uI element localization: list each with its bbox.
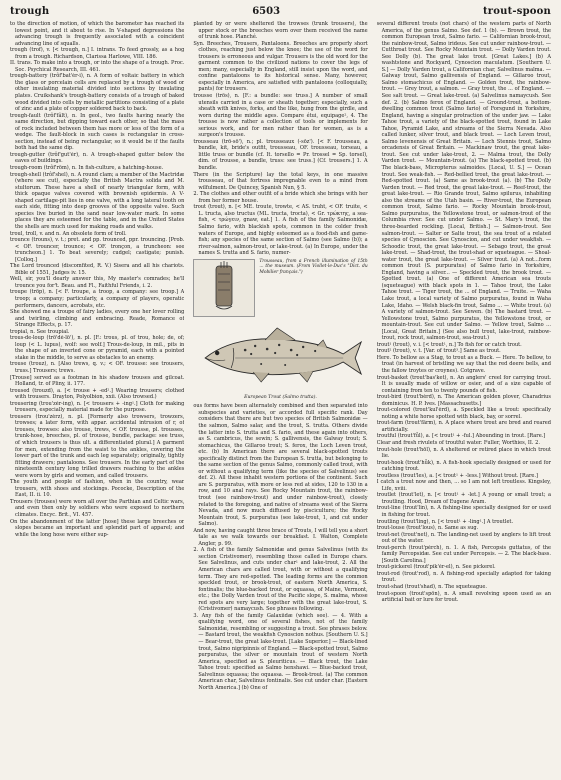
dictionary-entry: trouse (trouz), n. [Also trews, q. v.; < OF. trousse: see trousers, truss.] Trousers; trews.	[10, 361, 185, 374]
column-right	[377, 21, 551, 776]
dictionary-entry: trout-perch (trout'pėrch), n. 1. A fish, Percopsis guttatus, of the family Percopsidæ. See cut under Percopsis. — 2. The black-bass. [South Carolina.]	[376, 544, 551, 564]
dictionary-entry: trounce (trouns), v. t.; pret. and pp. trounced, ppr. trouncing. [Prob. < OF. trouncer, trounce; < OF. tronçon, a truncheon: see truncheon.] 1. To beat severely; cudgel; castigate; punish. [Colloq.]	[10, 237, 185, 263]
dictionary-entry: troutless (trout'les), a. [< trout¹ + -less.] Without trout. [Rare.]	[376, 472, 538, 479]
dictionary-entry: trough-gutter (trôf'gut'ėr), n. A trough-shaped gutter below the eaves of buildings.	[10, 151, 185, 165]
dictionary-entry: troused (trouzd), a. [< trouse + -ed².] Wearing trousers; clothed with trousers. Drayton, Polyolbion, xxii. (Also trowsed.)	[10, 387, 185, 401]
dictionary-entry: troul, troll, v. and n. An obsolete form of troll.	[10, 230, 127, 237]
dictionary-entry: trousering (trou'zėr-ing), n. [< trousers + -ing¹.] Cloth for making trousers, especially material made for the purpose.	[10, 400, 185, 414]
page-number: 6503	[252, 6, 281, 17]
dictionary-entry: trout-hook (trout'hůk), n. A fish-hook specially designed or used for catching trout.	[376, 459, 551, 473]
dictionary-entry: trousers (trou'zėrz), n. pl. [Formerly also trowsers, trowzers, trowses; a later form, with appar. accidental intrusion of r, of trouses, trowses: also trouse, trews, < OF. trousse, pl. trousses, trunk-hose, breeches, pl. of trousse, bundle, package: see truss, of which trousers is thus ult. a differentiated plural.] A garment for men, extending from the waist to the ankles, covering the lower part of the trunk and each leg separately; originally, tightly fitting drawers; pantaloons. See trousers. In the early part of the nineteenth century long trilled drawers reaching to the ankles were worn by girls and women, and called trousers.	[10, 413, 185, 479]
dictionary-entry: trough (trof), v. [< trough, n.] I. intrans. To feed grossly, as a hog from a trough. Richardson, Clarissa Harlowe, VIII. 186.	[10, 47, 185, 60]
dictionary-entry: trout-pickerel (trout'pik'ėr-el), n. See pickerel.	[376, 564, 496, 571]
dictionary-entry: And now, having caught three brace of Trouts, I will tell you a short tale as we walk towards our breakfast. I. Walton, Complete Angler, p. 99.	[193, 527, 368, 547]
dictionary-entry: There (in the Scripture) lay the total keys, in one massive trousseau, of that fortress impregnable even to a mind from wilfulment. De Quincey, Spanish Nun, § 5.	[193, 171, 368, 191]
column-left	[10, 21, 184, 776]
dictionary-entry: troutful (trout'fůl), a. [< trout¹ + -ful.] Abounding in trout. [Rare.]	[376, 433, 546, 440]
trousseau-illustration	[193, 259, 255, 318]
dictionary-entry: to the direction of motion, of which the barometer has reached its lowest point, and it about to rise. In V-shaped depressions the advancing trough is frequently associated with a coincident advancing line of squalls.	[10, 21, 185, 47]
dictionary-entry: trough-shell (trôf'shel), n. A round clam; a member of the Mactridæ (where see cut), especially the British Mactra solida and M. stultorum. These have a shell of nearly triangular form, with thick opaque valves covered with brownish epidermis. A V-shaped cartilage-pit lies in one valve, with a long lateral tooth on each side, fitting into deep grooves of the opposite valve. Such species live buried in the sand near low-water mark. In some places they are esteemed for the table, and in the United States the shells are much used for making roads and walks.	[10, 171, 185, 230]
dictionary-entry: Syn. Breeches, Trousers, Pantaloons. Breeches are properly short clothes, reaching just below the knee; the use of the word for trousers is erroneous and vulgar. Trousers is the old word for the garment common to the civilized nations to cover the legs of men; many, especially in England, still insist upon the word, and confine pantaloons to its historical sense. Many, however, especially in America, are satisfied with pantaloons (colloquially, pants) for trousers.	[193, 40, 368, 93]
dictionary-entry: trout-bird (trout'bėrd), n. The American golden plover, Charadrius dominicus. H. P. Ives. [Massachusetts.]	[376, 394, 551, 407]
dictionary-entry: II. trans. To make into a trough, or into the shape of a trough. Proc. Soc. Psychical Research, III. 461.	[10, 60, 185, 73]
dictionary-entry: tropial, n. See troupial.	[10, 328, 70, 335]
dictionary-entry: troutling (trout'ling), n. [< trout¹ + -ling¹.] A troutlet.	[376, 518, 514, 525]
dictionary-entry: 2. The clothes and other outfit of a bride which she brings with her from her former house.	[193, 191, 368, 204]
dictionary-entry: trous-de-loup (trö'dė-lö'), n. pl. [F.: trous, pl. of trou, hole; de, of; loup (< L. lupus), wolf: see wolf.] Trous-de-loup, in mil., pits in the shape of an inverted cone or pyramid, each with a pointed stake in the middle, to serve as obstacles to an enemy.	[10, 335, 185, 361]
dictionary-entry: I catch a trout now and then, ... so I am not left troutless. Kingsley, Life, xviii.	[376, 479, 551, 492]
trout-figure	[193, 320, 367, 401]
column-middle	[193, 21, 367, 776]
trout-caption: European Trout (Salmo trutta).	[244, 394, 317, 400]
dictionary-entry: trousseau (trö-sō'), n.; pl. trousseaux (-sōz'). [< F. trousseau, a bundle, kit, bride's outfit, trousseau, OF. trousseau, torseau, a little truss or bundle (cf. It. torsello = Pr. trossel = Sp. torsel), dim. of trousse, a bundle, truss: see truss.] (Cf. trousers.] 1. A bundle.	[193, 138, 368, 172]
dictionary-entry: trout-line (trout'lin), n. A fishing-line specially designed for or used in fishing for trout.	[376, 505, 551, 519]
dictionary-entry: Trousers (trouses) were worn all over the Parthian and Celtic wars, and even then only by soldiers who were exposed to northern climates. Encyc. Brit., VI. 457.	[10, 498, 185, 519]
dictionary-entry: trout-colored (trout'kul'ėrd), a. Speckled like a trout: specifically noting a white horse spotted with black, bay, or sorrel.	[376, 407, 551, 420]
dictionary-entry: trough-battery (trôf'bat'ėr-i), n. A form of voltaic battery in which the glass or porcelain cells are replaced by a trough of wood or other insulating material divided into sections by insulating plates. Cruikshank's trough-battery consists of a trough of baked wood divided into cells by metallic partitions consisting of a plate of zinc and a plate of copper soldered back to back.	[10, 73, 185, 113]
dictionary-entry: trough-room (trôf'röm), n. In fish-culture, a hatching-house.	[10, 165, 164, 172]
running-head	[10, 6, 551, 18]
dictionary-entry: trout-rod (trout'rod), n. A fishing-rod specially adapted for taking trout.	[376, 570, 551, 584]
guide-word-right: trout-spoon	[482, 6, 551, 17]
dictionary-entry: On the abandonment of the latter [hose] these large breeches or slopes became an important and splendid part of apparel; and while the long hose were either sup-	[10, 518, 185, 538]
dictionary-entry: troutlet (trout'let), n. [< trout¹ + -let.] A young or small trout; a troutling. Hood, Dream of Eugene Aram.	[376, 492, 551, 505]
dictionary-entry: 2. A fish of the family Salmonidæ and genus Salvelinus (with its section Cristivomer), resembling those called in Europe chars. See Salvelinus, and cuts under char¹ and lake-trout, 2. All the American chars are called trout, with or without a qualifying term. They are red-spotted. The leading forms are the common speckled trout, or brook-trout, of eastern North America, S. fontinalis; the blue-backed trout, or oquassa, of Maine, Vermont, etc.; the Dolly Varden trout of the Pacific slope, S. malma, whose red spots are very large; together with the great lake-trout, S. (Cristivomer) namaycush. See phrases following.	[193, 547, 368, 613]
dictionary-entry: Here. To bellow as a Stag, to trout as a Buck. — Here. To bellow, to troat (in harvest of bristling we say that the red deere bells, and the fallow troytes or croynes). Cotgrave.	[376, 354, 551, 374]
dictionary-entry: trout¹ (trout), v. i. [< trout¹, n.] To fish for or catch trout.	[376, 341, 522, 348]
dictionary-entry: trout-shad (trout'shad), n. The squeteague.	[376, 584, 487, 591]
column-middle-top	[193, 21, 367, 257]
column-middle-bottom	[193, 403, 367, 691]
dictionary-entry: trout-spoon (trout'spön), n. A small revolving spoon used as an artificial bait or lure for trout.	[376, 590, 551, 604]
trousseau-figure	[193, 259, 367, 318]
dictionary-entry: trout-louse (trout'lous), n. Same as sug.	[376, 525, 479, 532]
dictionary-entry: trout-basket (trout'bas'ket), n. An anglers' creel for carrying trout. It is usually made of willow or osier, and of a size capable of containing from ten to twenty pounds of fish.	[376, 374, 551, 394]
dictionary-entry: trough-fault (trôf'fâlt), n. In geol., two faults having nearly the same direction, but dipping toward each other, so that the mass of rock included between them has more or less of the form of a wedge. The fault-block in such cases is rectangular in cross-section, instead of being rectangular, so it would be if the faults both had the same dip.	[10, 112, 185, 152]
dictionary-entry: She showed me a troupe of fairy ladies, every one her lover rolling and twirling, climbing and embracing. Reade, Romance of Strange Effects, p. 17.	[10, 309, 185, 329]
dictionary-entry: trout-net (trout'net), n. The landing-net used by anglers to lift trout out of the water.	[376, 531, 551, 545]
dictionary-entry: The Lord trounced (discomfited, R. V.) Sisera and all his chariots. Bible of 1551, Judges iv. 15.	[10, 263, 185, 276]
dictionary-entry: trout-hole (trout'hōl), n. A sheltered or retired place in which trout lie.	[376, 446, 551, 460]
trousseau-caption: Trousseau, from a French illumination of 15th ... the museum. (From Viollet-le-Duc's "Dict. du Mobilier français.")	[259, 258, 368, 275]
dictionary-entry: [Trouse] served as a footman in his shadow trouses and gilcoat. Holland, tr. of Pliny, ii. 177.	[10, 374, 185, 388]
dictionary-entry: trousse (trös), n. [F.: a bundle: see truss.] A number of small utensils carried in a case or sheath together; especially, such a sheath with knives, forks, and the like, hung from the girdle, and worn during the middle ages. Compare étui, equipage², 4. The trousse is now rather a collection of tools or implements for serious work, and for men rather than for women, as is a surgeon's trousse.	[193, 93, 368, 139]
dictionary-entry: trout (trout), n. [< ME. troute, trowte, < AS. truht, < OF. truite, < L. tructa, also tructus (ML. tructa, trocta), < Gr. τρώκτης, a sea-fish, < τρώγειν, gnaw, eat.] 1. A fish of the family Salmonidæ, Salmo fario, with blackish spots, common in the colder fresh waters of Europe, and highly esteemed as a food-fish and game-fish; any species of the same section of Salmo (see Salmo (b)); a river-salmon, salmon-trout, or lake-trout. (a) In Europe, under the names S. trutta and S. fario, numer-	[193, 204, 368, 257]
dictionary-entry: several different trouts (not chars) of the western parts of North America, of the genus Salmo. See def. 1 (b). — Brown trout, the common European trout, Salmo fario. — Californian brook-trout, the rainbow-trout, Salmo irideus. See cut under rainbow-trout. — Cutthroat trout. See Rocky Mountain trout. — Dolly Varden trout. See Dolly (b). The great lake trout. [Great Lakes.] (b) A washtstone and Rockyard, Cynoscion maculatum. [Southern U. S.] — Dolly Varden trout, a Californian char, Salvelinus malma. — Galway trout, Salmo gallivensis of England. — Gillaroo trout, Salmo stomachicus of England. — Golden trout, the rainbow-trout. — Grey trout, a salmon. — Gray trout, the ... of England. — See salt trout. — Great lake-trout. (a) Salvelinus namaycush. See def. 2. (b) Salmo ferox of England. — Ground-trout, a bottom-dwelling common trout (Salmo fario) of Forsgund in Yorkshire, England, having a singular protraction of the under jaw. — Lake Tahoe trout, a variety of the black-spotted trout, found in Lake Tahoe, Pyramid Lake, and streams of the Sierra Nevada. Also called lunker, silver trout, and black trout. — Loch Leven trout, Salmo levenensis of Great Britain. — Loch Stennis trout, Salmo orcadensis of Great Britain. — Mackinaw trout, the great lake-trout. See cut under lake-trout, 2. — Malma trout, the Dolly Varden trout. — Mountain-trout. (a) The black-spotted trout. (b) The black-bass, Micropterus salmoides. [Local, U. S.] — Ocean trout. See weak-fish. — Red-bellied trout, the great lake-trout. — Red-spotted trout. (a) Same as brook-trout (a). (b) The Dolly Varden trout. — Red trout, the great lake-trout. — Reef-trout, the great lake-trout. — Rio Grande trout, Salmo spilurus, inhabiting also the streams of the Utah basin. — River-trout, the European common trout, Salmo fario. — Rocky Mountain brook-trout, Salmo purpuratus, the Yellowstone trout, or salmon-trout of the Columbia river. See cut under Salmo. — St. Mary's trout, the three-bearded rockling. [Local, British.] — Salmon-trout. See salmon-trout. — Salter or Salte trout, the sea trout of a related species of Cynoscion. See Cynoscion, and cut under weakfish. — Schoodic trout, the great lake-trout. — Sebago trout, the great lake-trout. — Shad-trout, the trout-shad or squeteague. — Shoal-water trout, the great lake-trout. — Silver trout. (a) A not...form common trout (S. purpuratus) of Salmo fario in Yorkshire, England, having a silver... — Speckled trout, the brook trout. — Spotted trout. (a) One of different American sea trouts (squeteague) with black spots in 1. — Tahoe trout, the Lake Tahoe trout. — Tiger trout, the ... of England. — Truite. — Waha Lake trout, a local variety of Salmo purpuratus, found in Waha Lake, Idaho. — Welsh black-fin trout, Salmo ... — White trout. (a) A variety of salmon-trout. See Sewen. (b) The bastard trout. — Yellowstone trout, Salmo purpuratus, the Yellowstone trout, or mountain-trout. See cut under Salmo. — Yellow trout, Salmo ... [Local, Great Britain.] (See also bull trout, lake-trout, rainbow-trout, rock trout, salmon-trout, sea-trout.)	[376, 21, 551, 342]
dictionary-entry: 3. Any fish of the family Galaxiidæ (which see). — 4. With a qualifying word, one of several fishes, not of the family Salmonidæ, resembling or suggesting a trout. See phrases below. — Bastard trout, the weakfish Cynoscion nothus. [Southern U. S.] — Bear-trout, the great lake-trout. [Lake Superior.] — Black-lined trout, Salmo nigripinnis of England. — Black-spotted trout, Salmo purpuratus, the silver or mountain trout of western North America, specified as S. pleuriticus. — Black trout, the Lake Tahoe trout: specified as Salmo henshawi. — Blue-backed trout, Salvelinus oquassa; the oquassa. — Brook-trout. (a) The common American char, Salvelinus fontinalis. See cut under char. [Eastern North America.] (b) One of	[193, 612, 368, 691]
text-columns	[10, 21, 551, 776]
dictionary-entry: troupe (tröp), n. [< F. troupe, a troop, a company: see troop.] A troop; a company; particularly, a company of players, operatic performers, dancers, acrobats, etc.	[10, 289, 185, 309]
guide-word-left: trough	[10, 6, 50, 17]
trousseau-drawing	[194, 260, 254, 314]
dictionary-entry: trout² (trout), v. t. [Var. of trout³.] Same as trout.	[376, 348, 501, 355]
trout-fish-drawing	[193, 320, 367, 392]
dictionary-entry: ous forms have been alternately combined and then separated into subspecies and varieties, or accorded full specific rank. Day considers that there are but two species of British Salmonidæ — the salmon, Salmo salar, and the trout, S. trutta. Others divide the latter into S. trutta and S. fario, and these again into others, as S. cambricus, the sewin; S. gallivensis, the Galway trout; S. stomachicus, the Gillaroo trout; S. ferox, the Loch Leven trout, etc. (b) In American there are several black-spotted trouts specifically distinct from the European S. trutta, but belonging to the same section of the genus Salmo, commonly called trout, with or without a qualifying term (like the species of Salvelinus) see def. 2). All these inhabit western portions of the continent. Such are S. purpuratus, with more or less red at sides, 120 to 130 in a row, and 10 anal rays. See Rocky Mountain trout, the rainbow-trout (see rainbow-trout) and under rainbow-trout), closely related to the foregoing, and native of streams west of the Sierra Nevada, and now much diffused by pisciculture; the Rocky Mountain trout, S. purpuratus (see lake-trout, 1, and cut under Salmo).	[193, 403, 368, 528]
dictionary-entry: planted by or were sheltered the trowses (trunk trousers), the upper stock or the breeches worn over them received the name of trunk hose. Planché.	[193, 21, 368, 41]
dictionary-entry: trout-farm (trout'färm), n. A place where trout are bred and reared artificially.	[376, 420, 551, 433]
dictionary-entry: Well, sir, you'll dearly answer this, My master's comrades; he'll trounce you for't. Beau. and Fl., Faithful Friends, i. 2.	[10, 276, 185, 289]
dictionary-entry: Clear and fresh rivulets of troutful water. Fuller, Worthies, II. 2.	[376, 440, 540, 446]
dictionary-entry: The youth and people of fashion, when in the country, wear trousers, with shoes and stockings. Pococke, Description of the East, II. ii. 10.	[10, 479, 185, 499]
